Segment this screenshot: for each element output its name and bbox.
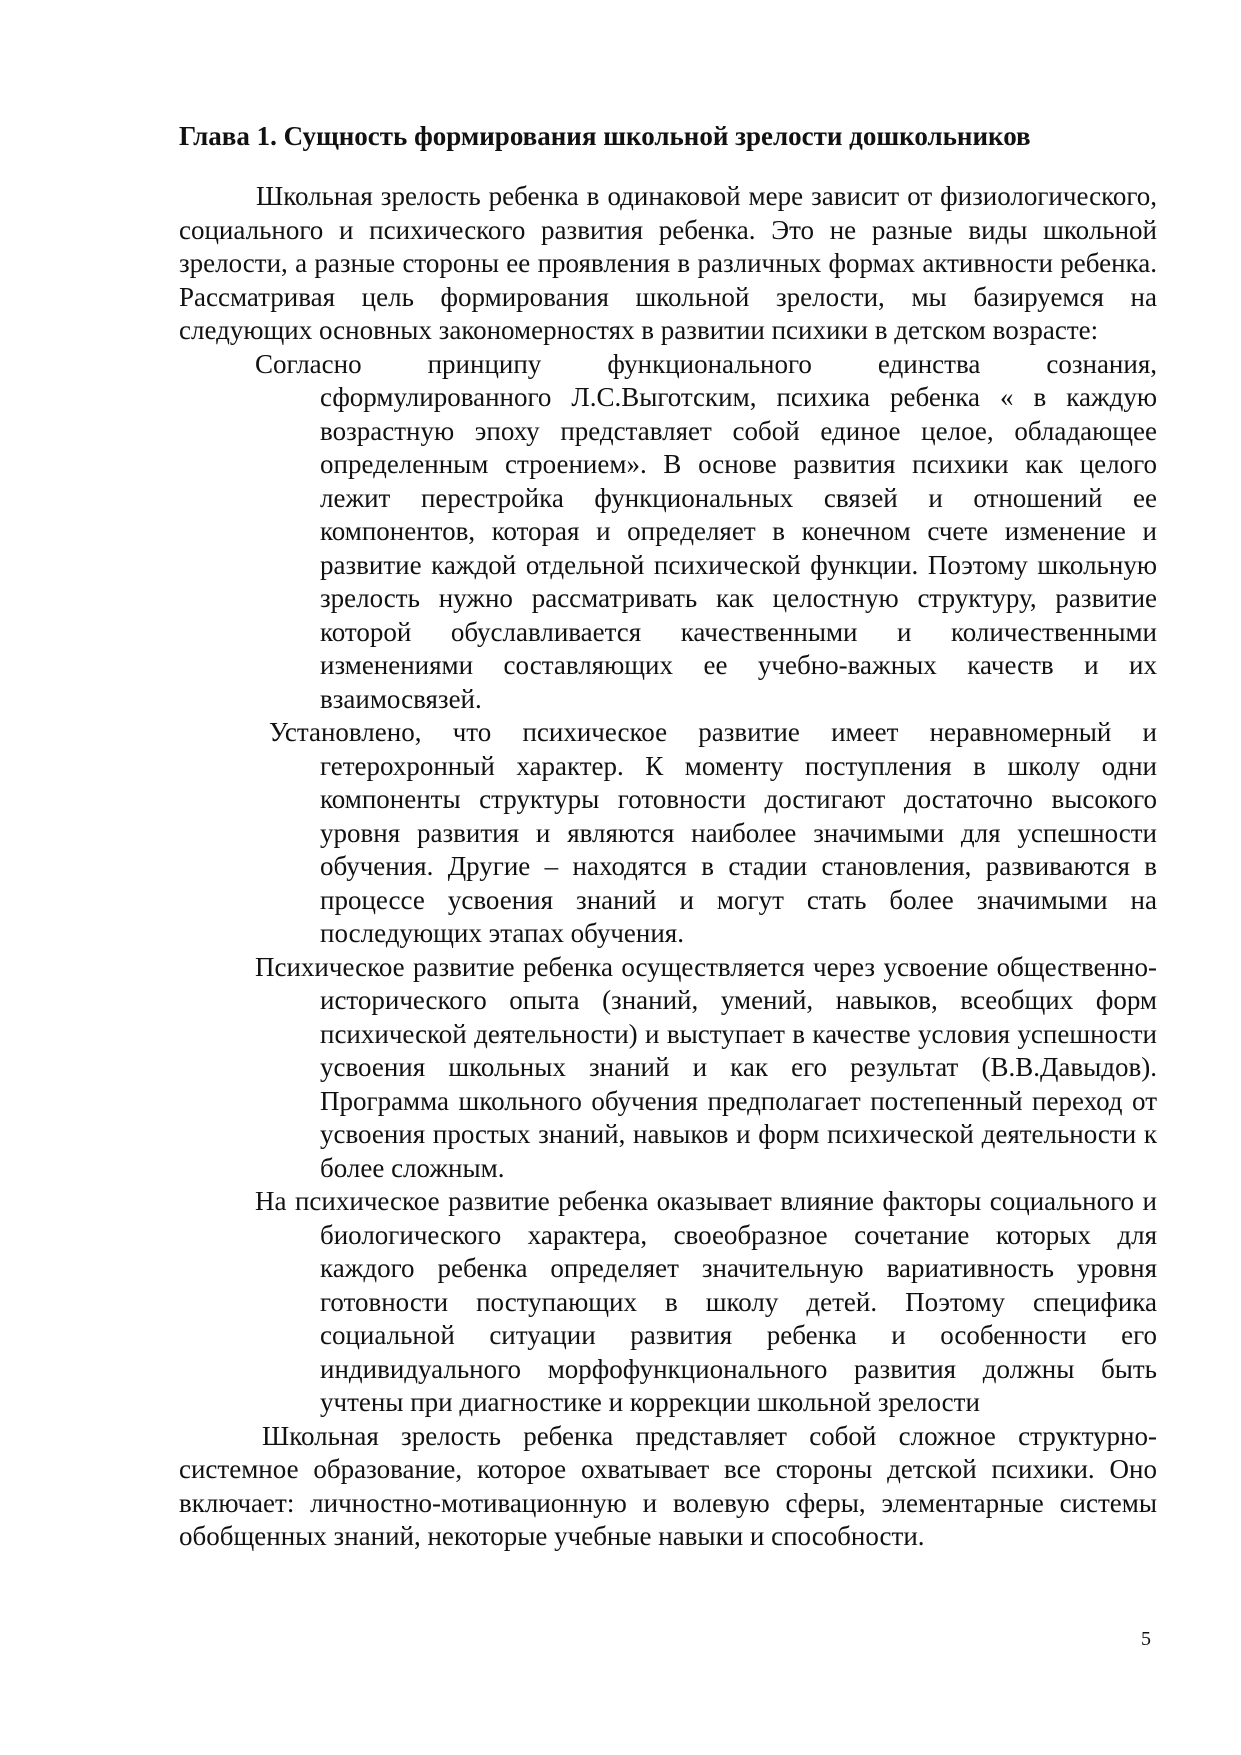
- document-page: [179, 118, 1157, 1554]
- principles-list: [179, 348, 1157, 1420]
- list-item: Психическое развитие ребенка осуществляется через усвоение общественно-исторического опыта (знаний, умений, навыков, всеобщих форм психической деятельности) и выступает в качестве условия успешности усвоения школьных знаний и как его результат (В.В.Давыдов). Программа школьного обучения предполагает постепенный переход от усвоения простых знаний, навыков и форм психической деятельности к более сложным.: [255, 951, 1157, 1183]
- list-item: На психическое развитие ребенка оказывает влияние факторы социального и биологического характера, своеобразное сочетание которых для каждого ребенка определяет значительную вариативность уровня готовности поступающих в школу детей. Поэтому специфика социальной ситуации развития ребенка и особенности его индивидуального морфофункционального развития должны быть учтены при диагностике и коррекции школьной зрелости: [255, 1186, 1157, 1417]
- intro-paragraph: Школьная зрелость ребенка в одинаковой мере зависит от физиологического, социального и психического развития ребенка. Это не разные виды школьной зрелости, а разные стороны ее проявления в различных формах активности ребенка. Рассматривая цель формирования школьной зрелости, мы базируемся на следующих основных закономерностях в развитии психики в детском возрасте:: [179, 181, 1157, 345]
- closing-paragraph: Школьная зрелость ребенка представляет собой сложное структурно-системное образование, которое охватывает все стороны детской психики. Оно включает: личностно-мотивационную и волевую сферы, элементарные системы обобщенных знаний, некоторые учебные навыки и способности.: [179, 1420, 1157, 1551]
- list-item: Согласно принципу функционального единства сознания, сформулированного Л.С.Выготским, психика ребенка « в каждую возрастную эпоху представляет собой единое целое, обладающее определенным строением». В основе развития психики как целого лежит перестройка функциональных связей и отношений ее компонентов, которая и определяет в конечном счете изменение и развитие каждой отдельной психической функции. Поэтому школьную зрелость нужно рассматривать как целостную структуру, развитие которой обуславливается качественными и количественными изменениями составляющих ее учебно-важных качеств и их взаимосвязей.: [255, 348, 1157, 714]
- page-number: 5: [1141, 1628, 1151, 1650]
- chapter-title: Глава 1. Сущность формирования школьной зрелости дошкольников: [179, 121, 1031, 151]
- list-item: Установлено, что психическое развитие имеет неравномерный и гетерохронный характер. К моменту поступления в школу одни компоненты структуры готовности достигают достаточно высокого уровня развития и являются наиболее значимыми для успешности обучения. Другие – находятся в стадии становления, развиваются в процессе усвоения знаний и могут стать более значимыми на последующих этапах обучения.: [269, 717, 1157, 948]
